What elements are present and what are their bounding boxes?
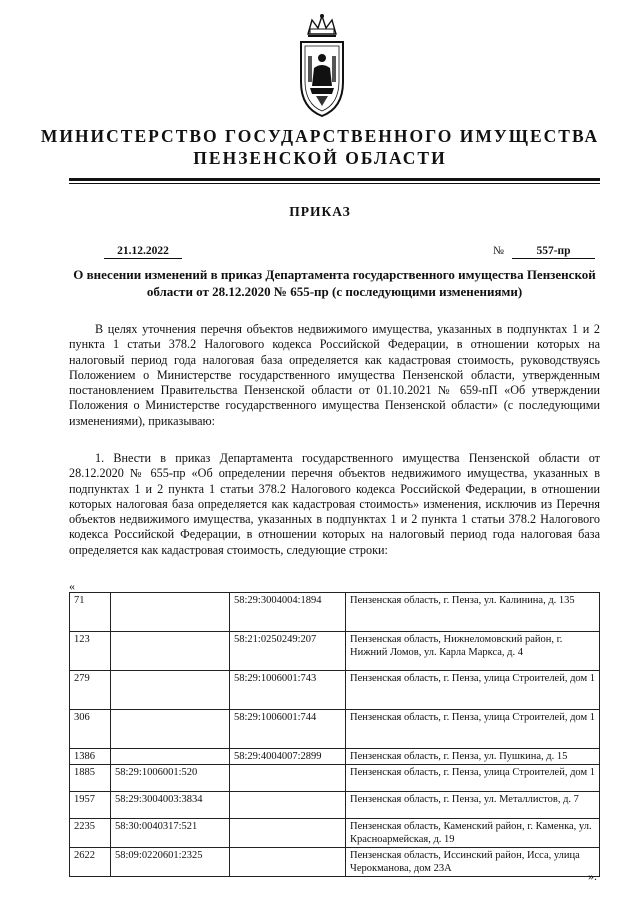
premises-cadastral-cell bbox=[230, 848, 346, 877]
table-body bbox=[70, 593, 600, 877]
building-cadastral-cell: 58:09:0220601:2325 bbox=[111, 848, 230, 877]
table-row bbox=[70, 632, 600, 671]
building-cadastral-cell: 58:29:1006001:520 bbox=[111, 765, 230, 792]
header-divider-thin bbox=[69, 183, 600, 184]
address-cell: Пензенская область, г. Пенза, улица Строителей, дом 1 bbox=[346, 710, 600, 749]
address-cell: Пензенская область, г. Пенза, улица Строителей, дом 1 bbox=[346, 765, 600, 792]
row-number-cell: 1885 bbox=[70, 765, 111, 792]
building-cadastral-cell bbox=[111, 593, 230, 632]
premises-cadastral-cell: 58:29:3004004:1894 bbox=[230, 593, 346, 632]
address-cell: Пензенская область, Иссинский район, Исса, улица Черокманова, дом 23А bbox=[346, 848, 600, 877]
preamble-paragraph: В целях уточнения перечня объектов недвижимого имущества, указанных в подпунктах 1 и 2 пункта 1 статьи 378.2 Налогового кодекса Российской Федерации, в отношении которых на налоговый период года налоговая база определяется как кадастровая стоимость, руководствуясь Положением о Министерстве государственного имущества Пензенской области, утвержденным постановлением Правительства Пензенской области от 01.10.2021 № 659-пП «Об утверждении Положения о Министерстве государственного имущества Пензенской области» (с последующими изменениями), приказываю: bbox=[69, 322, 600, 428]
table-row bbox=[70, 593, 600, 632]
ministry-name-line2: ПЕНЗЕНСКОЙ ОБЛАСТИ bbox=[193, 148, 447, 168]
ministry-name-line1: МИНИСТЕРСТВО ГОСУДАРСТВЕННОГО ИМУЩЕСТВА bbox=[40, 126, 600, 146]
header-divider-thick bbox=[69, 178, 600, 181]
premises-cadastral-cell bbox=[230, 792, 346, 819]
row-number-cell: 1386 bbox=[70, 749, 111, 765]
premises-cadastral-cell bbox=[230, 819, 346, 848]
building-cadastral-cell: 58:30:0040317:521 bbox=[111, 819, 230, 848]
row-number-cell: 2622 bbox=[70, 848, 111, 877]
building-cadastral-cell bbox=[111, 749, 230, 765]
row-number-cell: 2235 bbox=[70, 819, 111, 848]
table-row bbox=[70, 749, 600, 765]
order-subject: О внесении изменений в приказ Департамента государственного имущества Пензенской области от 28.12.2020 № 655-пр (с последующими изменениями) bbox=[73, 267, 596, 299]
order-number: 557-пр bbox=[512, 244, 595, 259]
building-cadastral-cell bbox=[111, 671, 230, 710]
table-row bbox=[70, 819, 600, 848]
order-date: 21.12.2022 bbox=[104, 244, 182, 259]
row-number-cell: 306 bbox=[70, 710, 111, 749]
premises-cadastral-cell: 58:29:1006001:744 bbox=[230, 710, 346, 749]
address-cell: Пензенская область, Нижнеломовский район, г. Нижний Ломов, ул. Карла Маркса, д. 4 bbox=[346, 632, 600, 671]
penza-coat-of-arms-icon bbox=[296, 12, 348, 122]
premises-cadastral-cell bbox=[230, 765, 346, 792]
table-row bbox=[70, 671, 600, 710]
premises-cadastral-cell: 58:29:1006001:743 bbox=[230, 671, 346, 710]
excluded-objects-table bbox=[69, 592, 600, 877]
address-cell: Пензенская область, г. Пенза, ул. Калинина, д. 135 bbox=[346, 593, 600, 632]
row-number-cell: 71 bbox=[70, 593, 111, 632]
table-row bbox=[70, 710, 600, 749]
row-number-cell: 123 bbox=[70, 632, 111, 671]
building-cadastral-cell bbox=[111, 632, 230, 671]
premises-cadastral-cell: 58:21:0250249:207 bbox=[230, 632, 346, 671]
row-number-cell: 1957 bbox=[70, 792, 111, 819]
address-cell: Пензенская область, Каменский район, г. Каменка, ул. Красноармейская, д. 19 bbox=[346, 819, 600, 848]
building-cadastral-cell bbox=[111, 710, 230, 749]
closing-quote: ». bbox=[588, 869, 597, 883]
table-row bbox=[70, 765, 600, 792]
order-number-sign: № bbox=[493, 245, 504, 257]
address-cell: Пензенская область, г. Пенза, ул. Металлистов, д. 7 bbox=[346, 792, 600, 819]
row-number-cell: 279 bbox=[70, 671, 111, 710]
table-row bbox=[70, 848, 600, 877]
opening-quote: « bbox=[69, 579, 75, 593]
building-cadastral-cell: 58:29:3004003:3834 bbox=[111, 792, 230, 819]
address-cell: Пензенская область, г. Пенза, улица Строителей, дом 1 bbox=[346, 671, 600, 710]
clause-1-paragraph: 1. Внести в приказ Департамента государственного имущества Пензенской области от 28.12.2020 № 655-пр «Об определении перечня объектов недвижимого имущества, указанных в подпунктах 1 и 2 пункта 1 статьи 378.2 Налогового кодекса Российской Федерации, в отношении которых налоговая база определяется как кадастровая стоимость» изменения, исключив из Перечня объектов недвижимого имущества, указанных в подпунктах 1 и 2 пункта 1 статьи 378.2 Налогового кодекса Российской Федерации, в отношении которых на налоговый период года налоговая база определяется как кадастровая стоимость, следующие строки: bbox=[69, 451, 600, 557]
address-cell: Пензенская область, г. Пенза, ул. Пушкина, д. 15 bbox=[346, 749, 600, 765]
document-type: ПРИКАЗ bbox=[289, 204, 351, 219]
table-row bbox=[70, 792, 600, 819]
premises-cadastral-cell: 58:29:4004007:2899 bbox=[230, 749, 346, 765]
